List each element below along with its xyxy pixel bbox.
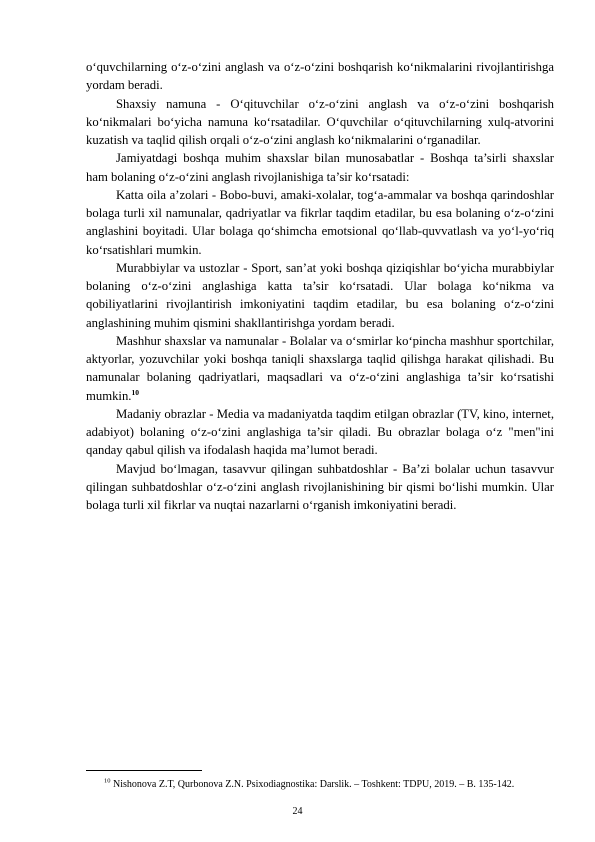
paragraph-famous-people bbox=[86, 332, 554, 405]
paragraph-continuation: o‘quvchilarning o‘z-o‘zini anglash va o‘z-o‘zini boshqarish ko‘nikmalarini rivojlantirishga yordam beradi. bbox=[86, 60, 554, 93]
body-text bbox=[86, 58, 554, 514]
paragraph-cultural-images: Madaniy obrazlar - Media va madaniyatda taqdim etilgan obrazlar (TV, kino, internet, adabiyot) bolaning o‘z-o‘zini anglashiga ta’sir qiladi. Bu obrazlar bolaga o‘z "men"ini qanday qabul qilish va ifodalash haqida ma’lumot beradi. bbox=[86, 406, 554, 458]
paragraph-famous-people-text: Mashhur shaxslar va namunalar - Bolalar va o‘smirlar ko‘pincha mashhur sportchilar, aktyorlar, yozuvchilar yoki boshqa taniqli shaxslarga taqlid qilishga harakat qilishadi. Bu namunalar bolaning qadriyatlari, maqsadlari va o‘z-o‘zini anglashiga ta’sir ko‘rsatishi mumkin. bbox=[86, 333, 554, 403]
paragraph-personal-example: Shaxsiy namuna - O‘qituvchilar o‘z-o‘zini anglash va o‘z-o‘zini boshqarish ko‘nikmalari bo‘yicha namuna ko‘rsatadilar. O‘quvchilar o‘qituvchilarning xulq-atvorini kuzatish va taqlid qilish orqali o‘z-o‘zini anglash ko‘nikmalarini o‘rganadilar. bbox=[86, 96, 554, 147]
footnote-number: 10 bbox=[104, 777, 111, 785]
footnote-text: Nishonova Z.T, Qurbonova Z.N. Psixodiagnostika: Darslik. – Toshkent: TDPU, 2019. – B. 135-142. bbox=[113, 779, 515, 790]
paragraph-coaches-mentors: Murabbiylar va ustozlar - Sport, san’at yoki boshqa qiziqishlar bo‘yicha murabbiylar bolaning o‘z-o‘zini anglashiga katta ta’sir ko‘rsatadi. Ular bolaga ko‘nikma va qobiliyatlarini rivojlantirish imkoniyatini taqdim etadilar, bu esa bolaning o‘z-o‘zini anglashining muhim qismini shakllantirishga yordam beradi. bbox=[86, 260, 554, 330]
footnote-divider bbox=[86, 770, 202, 771]
paragraph-extended-family: Katta oila a’zolari - Bobo-buvi, amaki-xolalar, tog‘a-ammalar va boshqa qarindoshlar bolaga turli xil namunalar, qadriyatlar va fikrlar taqdim etadilar, bu esa bolaning o‘z-o‘zini anglashini boyitadi. Ular bolaga qo‘shimcha emotsional qo‘llab-quvvatlash va yo‘l-yo‘riq ko‘rsatishlari mumkin. bbox=[86, 187, 554, 257]
page-number: 24 bbox=[292, 806, 303, 817]
paragraph-society-relations: Jamiyatdagi boshqa muhim shaxslar bilan munosabatlar - Boshqa ta’sirli shaxslar ham bolaning o‘z-o‘zini anglash rivojlanishiga ta’sir ko‘rsatadi: bbox=[86, 151, 554, 184]
footnote bbox=[86, 777, 554, 792]
footnote-reference[interactable]: 10 bbox=[131, 387, 139, 397]
paragraph-imaginary-companions: Mavjud bo‘lmagan, tasavvur qilingan suhbatdoshlar - Ba’zi bolalar uchun tasavvur qilingan suhbatdoshlar o‘z-o‘zini anglash rivojlanishining bir qismi bo‘lishi mumkin. Ular bolaga turli xil fikrlar va nuqtai nazarlarni o‘rganish imkoniyatini beradi. bbox=[86, 461, 554, 512]
